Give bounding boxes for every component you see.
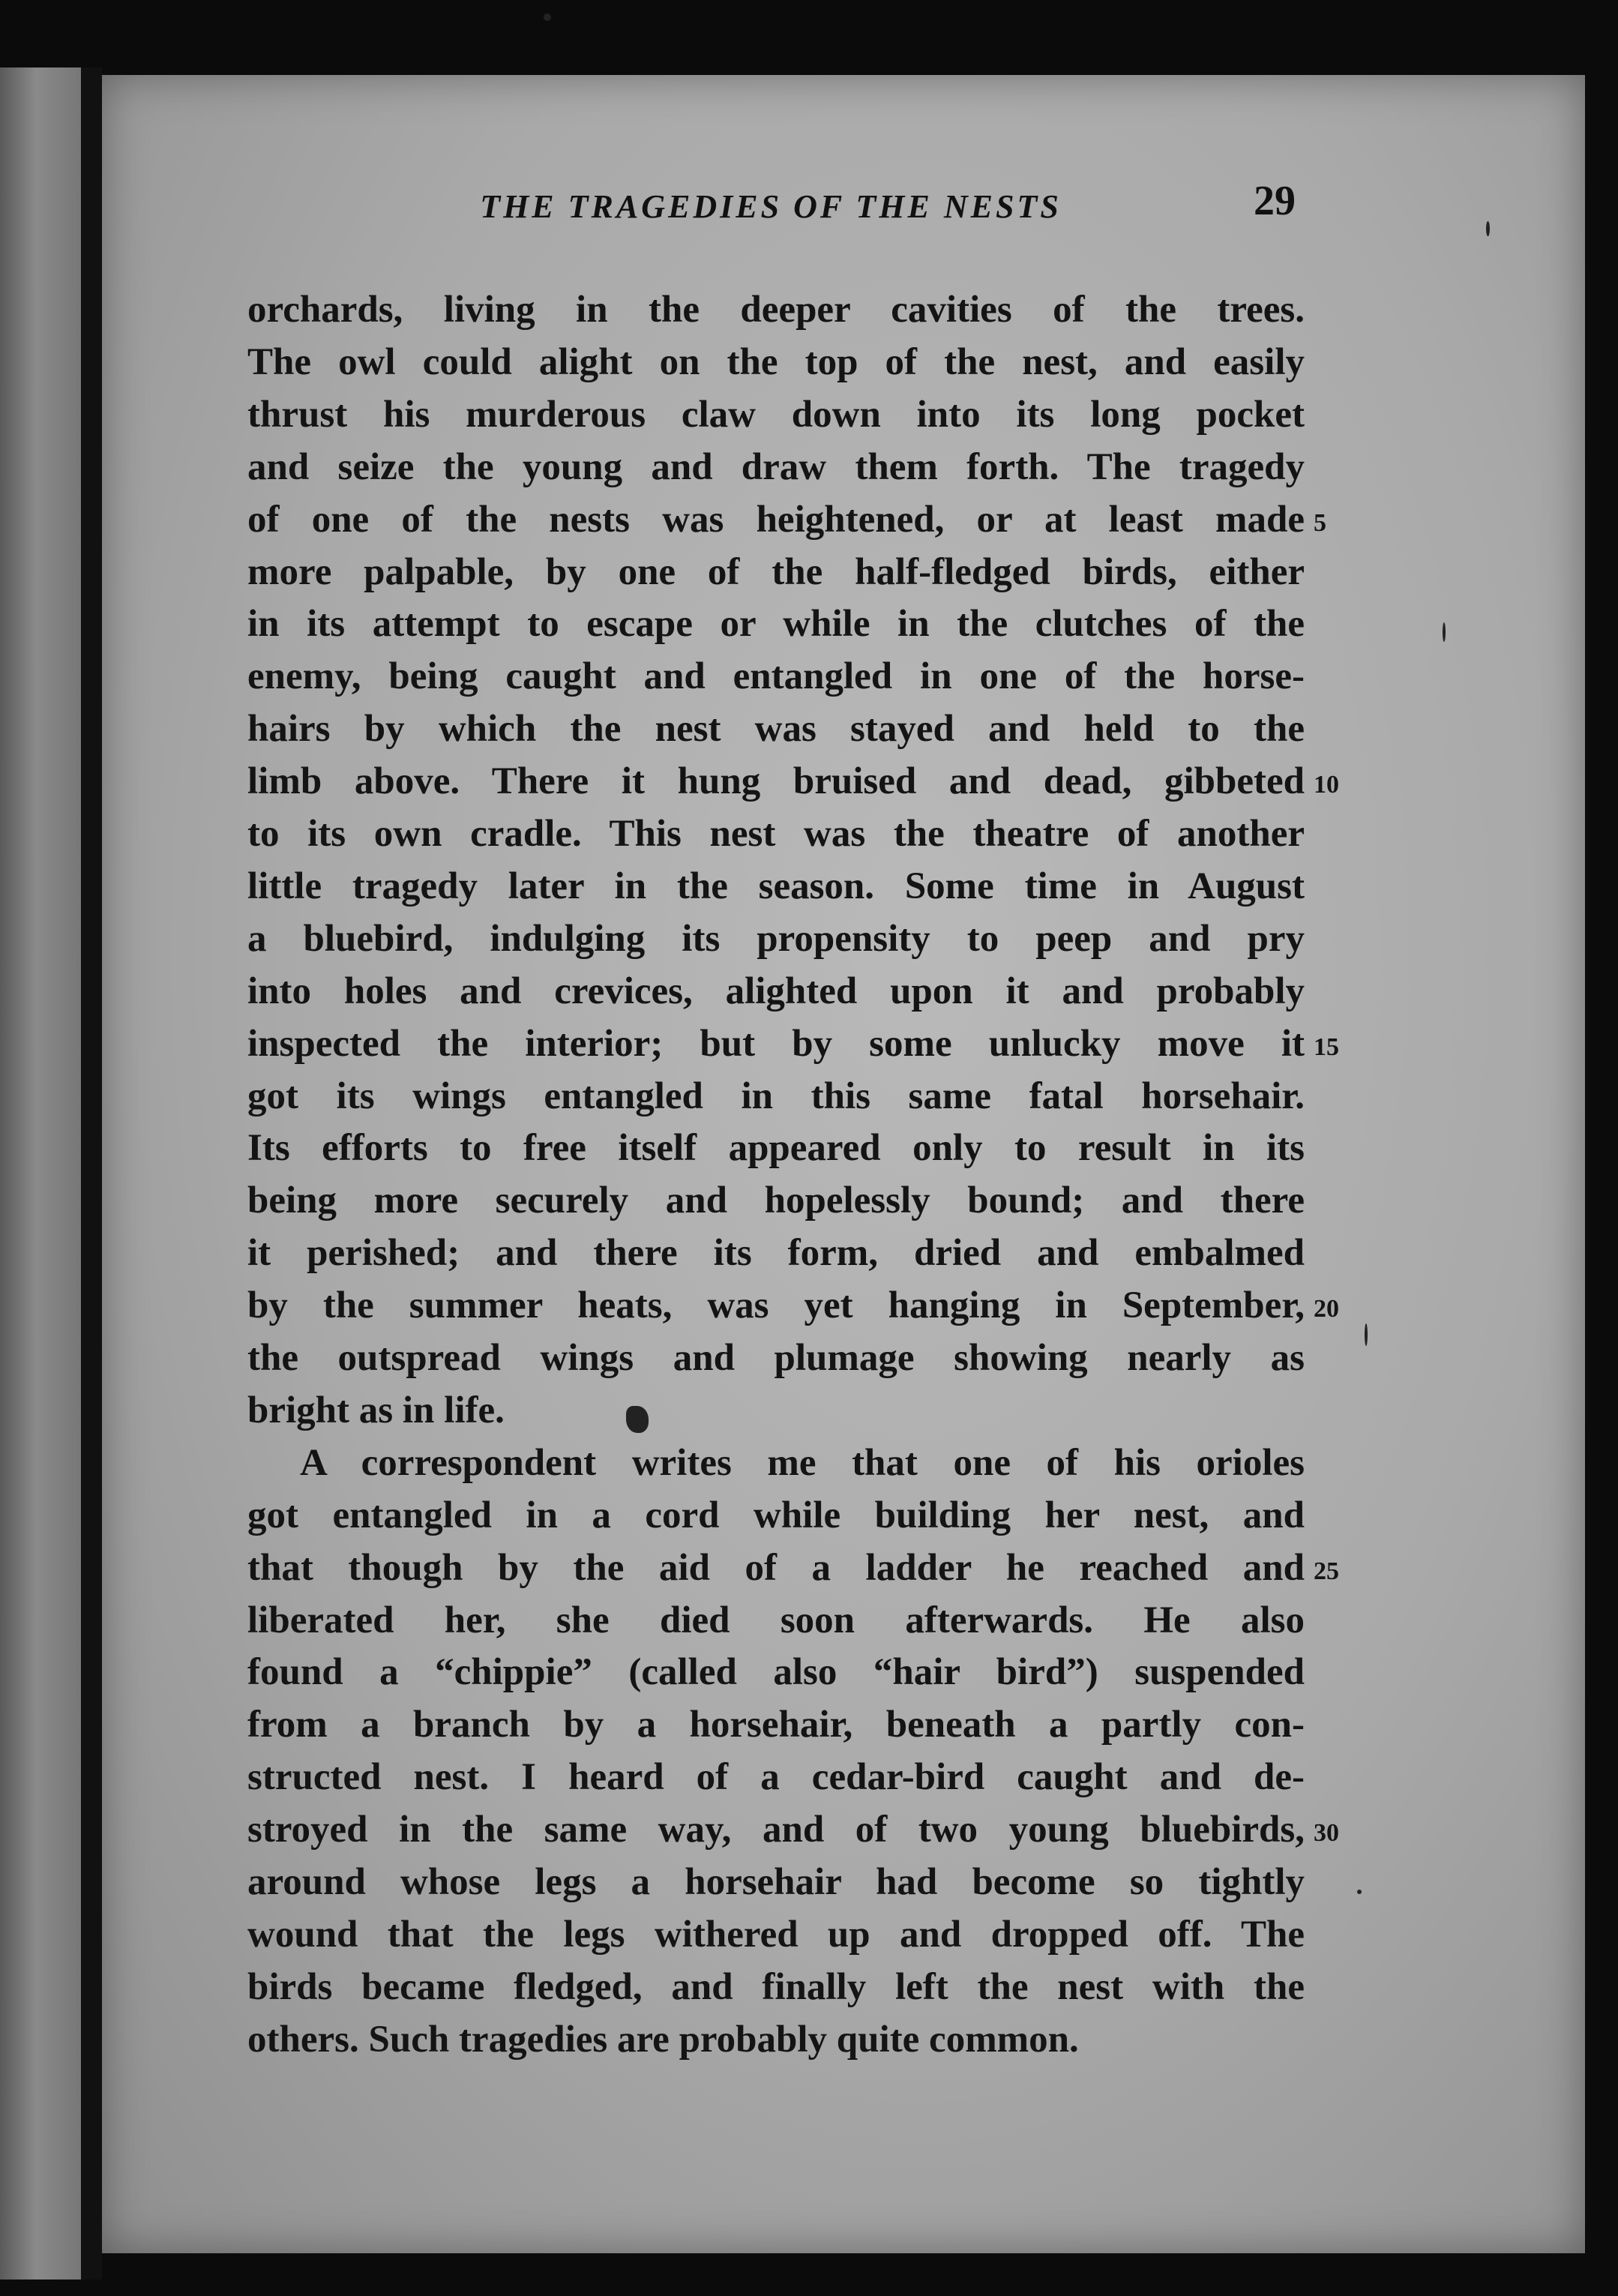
text-line: from a branch by a horsehair, beneath a partly con- [247, 1704, 1305, 1746]
text-line: that though by the aid of a ladder he reached and [247, 1547, 1305, 1589]
scan-speck [626, 1406, 649, 1433]
scan-speck [1357, 1890, 1362, 1894]
text-line: thrust his murderous claw down into its long pocket [247, 394, 1305, 436]
text-line: to its own cradle. This nest was the theatre of another [247, 813, 1305, 855]
text-line: a bluebird, indulging its propensity to peep and pry [247, 918, 1305, 960]
running-head: THE TRAGEDIES OF THE NESTS [480, 188, 1062, 225]
text-line: wound that the legs withered up and dropped off. The [247, 1914, 1305, 1956]
text-line: into holes and crevices, alighted upon it and probably [247, 970, 1305, 1012]
text-line: around whose legs a horsehair had become so tightly [247, 1861, 1305, 1903]
text-line: it perished; and there its form, dried and embalmed [247, 1232, 1305, 1274]
text-line: A correspondent writes me that one of his orioles [300, 1442, 1305, 1484]
text-line: little tragedy later in the season. Some time in August [247, 865, 1305, 907]
text-line: in its attempt to escape or while in the clutches of the [247, 603, 1305, 645]
book-gutter [81, 67, 102, 2280]
text-line: The owl could alight on the top of the nest, and easily [247, 341, 1305, 383]
text-line: found a “chippie” (called also “hair bird”) suspended [247, 1651, 1305, 1693]
text-line: orchards, living in the deeper cavities of the trees. [247, 289, 1305, 331]
text-line: limb above. There it hung bruised and dead, gibbeted [247, 760, 1305, 802]
text-line: and seize the young and draw them forth. The tragedy [247, 446, 1305, 488]
text-line: Its efforts to free itself appeared only to result in its [247, 1127, 1305, 1169]
line-number: 30 [1314, 1819, 1339, 1847]
previous-page-edge [0, 67, 81, 2280]
line-number: 20 [1314, 1295, 1339, 1323]
text-line: others. Such tragedies are probably quite common. [247, 2019, 1079, 2061]
text-line: structed nest. I heard of a cedar-bird caught and de- [247, 1756, 1305, 1798]
line-number: 5 [1314, 509, 1326, 537]
scan-speck [1486, 221, 1490, 236]
scan-speck [544, 13, 551, 21]
text-line: hairs by which the nest was stayed and held to the [247, 708, 1305, 750]
line-number: 25 [1314, 1557, 1339, 1585]
text-line: more palpable, by one of the half-fledged birds, either [247, 551, 1305, 593]
text-line: of one of the nests was heightened, or at least made [247, 499, 1305, 541]
page-edge [1585, 90, 1618, 2250]
line-number: 15 [1314, 1033, 1339, 1061]
text-line: got entangled in a cord while building her nest, and [247, 1494, 1305, 1536]
text-line: the outspread wings and plumage showing nearly as [247, 1337, 1305, 1379]
text-line: enemy, being caught and entangled in one of the horse- [247, 655, 1305, 697]
text-line: stroyed in the same way, and of two young bluebirds, [247, 1809, 1305, 1851]
scan-speck [1365, 1323, 1368, 1346]
text-line: birds became fledged, and finally left the nest with the [247, 1966, 1305, 2008]
scan-speck [1443, 622, 1446, 642]
line-number: 10 [1314, 771, 1339, 799]
text-line: liberated her, she died soon afterwards. He also [247, 1599, 1305, 1641]
text-line: being more securely and hopelessly bound; and there [247, 1179, 1305, 1221]
text-line: by the summer heats, was yet hanging in September, [247, 1284, 1305, 1326]
text-line: got its wings entangled in this same fatal horsehair. [247, 1075, 1305, 1117]
text-line: inspected the interior; but by some unlucky move it [247, 1023, 1305, 1065]
page-number: 29 [1254, 178, 1296, 224]
text-line: bright as in life. [247, 1389, 505, 1431]
